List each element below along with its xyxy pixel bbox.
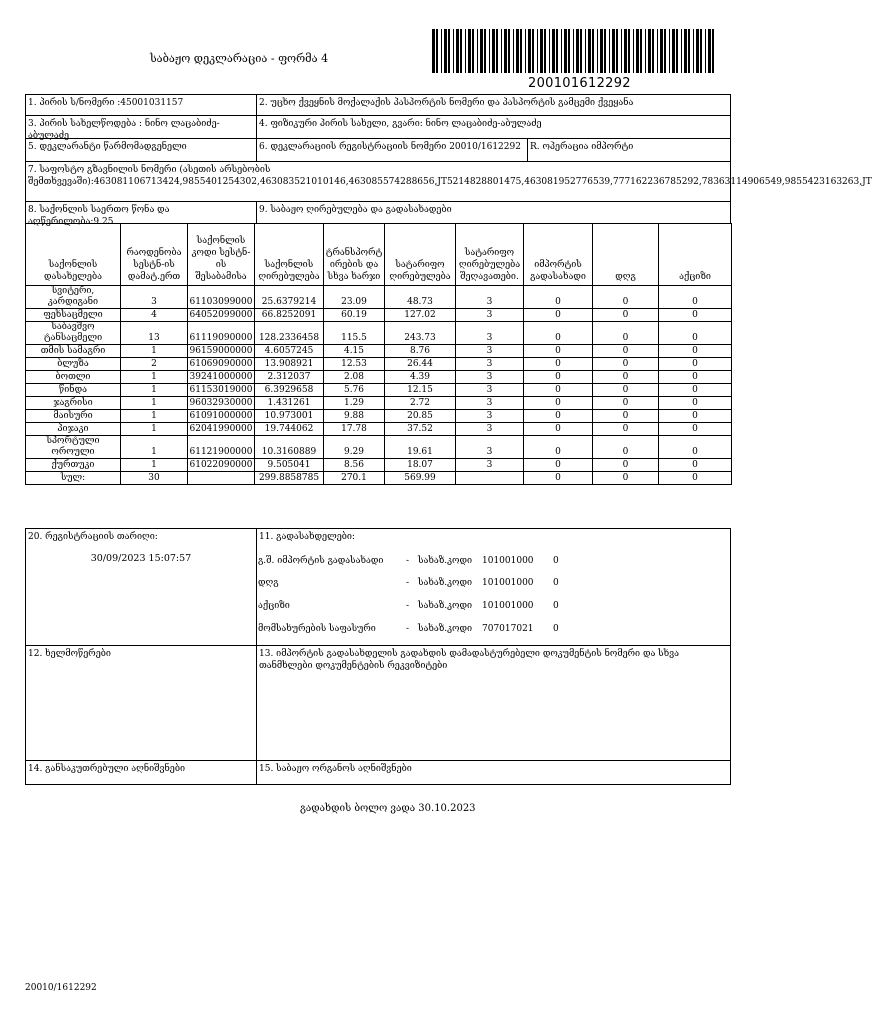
table-cell: 0 (524, 459, 593, 472)
table-cell: 96032930000 (189, 398, 253, 408)
table-total-row (26, 472, 732, 485)
table-cell: 96159000000 (189, 346, 253, 356)
table-cell: 61091000000 (189, 411, 253, 421)
barcode-bar (573, 29, 574, 73)
barcode-bar (580, 29, 582, 73)
barcode-bar (645, 29, 646, 73)
barcode-bar (696, 29, 699, 73)
table-cell (456, 472, 524, 485)
field-8-weight: 8. საქონლის საერთო წონა და აღწერილობა:9.25 (25, 201, 257, 224)
table-cell: ჯაგრისი (26, 397, 121, 410)
footer-declaration-number: 20010/1612292 (25, 983, 97, 993)
barcode-bar (712, 29, 714, 73)
table-row (26, 358, 732, 371)
table-cell: 0 (524, 309, 593, 322)
table-cell: საქონლის დასახელება (26, 224, 121, 286)
table-cell: 128.2336458 (255, 322, 324, 345)
table-cell: 26.44 (385, 358, 456, 371)
field-9-customs-value: 9. საბაჟო ღირებულება და გადასახადები (256, 201, 731, 224)
table-cell: 2.312037 (255, 371, 324, 384)
field-13-payment-docs: 13. იმპორტის გადასახდელის გადახდის დამადასტურებელი დოკუმენტის ნომერი და სხვა თანმხლები დოკუმენტების რეკვიზიტები (256, 645, 731, 761)
table-cell: 3 (456, 286, 524, 309)
table-cell: 1.431261 (255, 397, 324, 410)
barcode-bar (453, 29, 454, 73)
barcode-bar (465, 29, 466, 73)
table-cell: 569.99 (385, 472, 456, 485)
table-cell: საბავშვო ტანსაცმელი (26, 322, 121, 345)
payment-name: მომსახურების საფასური (258, 624, 376, 634)
table-row (26, 322, 732, 345)
table-cell: რაოდენობა სესტნ-ის დამატ.ერთ (121, 224, 188, 286)
barcode-bar (472, 29, 474, 73)
table-cell: 0 (524, 397, 593, 410)
barcode-bar (669, 29, 670, 73)
barcode-bar (636, 29, 639, 73)
payment-amount: 0 (553, 601, 559, 611)
barcode-bar (477, 29, 478, 73)
table-row (26, 345, 732, 358)
table-cell: 2.72 (385, 397, 456, 410)
table-cell: 4.6057245 (255, 345, 324, 358)
field-1-personal-number: 1. პირის ს/ნომერი :45001031157 (25, 94, 257, 116)
table-cell: 0 (593, 384, 659, 397)
barcode-bar (432, 29, 435, 73)
table-cell: 48.73 (385, 286, 456, 309)
table-cell: 13 (121, 322, 188, 345)
table-cell: 0 (659, 345, 732, 358)
table-cell: 9.505041 (255, 459, 324, 472)
barcode-bar (576, 29, 579, 73)
table-cell: 6.3929658 (255, 384, 324, 397)
table-cell: 10.3160889 (255, 436, 324, 459)
field-4-physical-person: 4. ფიზიკური პირის სახელი, გვარი: ნინო ლაცაბიძე-აბულაძე (256, 115, 731, 139)
table-cell: 0 (659, 397, 732, 410)
payment-code-label: სახაზ.კოდი (418, 601, 472, 611)
payment-name: გ.შ. იმპორტის გადასახადი (258, 556, 384, 566)
table-cell: 0 (524, 345, 593, 358)
table-cell: იმპორტის გადასახადი (524, 224, 593, 286)
table-cell: 1 (121, 371, 188, 384)
table-cell: 0 (659, 384, 732, 397)
table-cell: პიჯაკი (26, 423, 121, 436)
table-row (26, 410, 732, 423)
table-cell: 0 (659, 358, 732, 371)
payment-name: აქციზი (258, 601, 290, 611)
table-cell: 30 (121, 472, 188, 485)
barcode-bar (504, 29, 507, 73)
table-cell: 13.908921 (255, 358, 324, 371)
table-cell: 0 (659, 459, 732, 472)
table-cell: 0 (524, 472, 593, 485)
barcode-bar (597, 29, 598, 73)
table-cell: ქურთუკი (26, 459, 121, 472)
table-cell: დღგ (593, 224, 659, 286)
table-cell: 299.8858785 (255, 472, 324, 485)
table-cell (188, 472, 255, 485)
table-cell: 61121900000 (188, 436, 255, 459)
table-cell: 9.29 (324, 436, 385, 459)
barcode-bar (628, 29, 630, 73)
barcode-bar (444, 29, 447, 73)
table-cell: 18.07 (385, 459, 456, 472)
table-cell: 0 (593, 371, 659, 384)
barcode-bar (468, 29, 471, 73)
barcode-image (432, 29, 717, 73)
table-cell: 39241000000 (189, 372, 253, 382)
barcode-bar (513, 29, 514, 73)
table-cell: 61153019000 (189, 385, 253, 395)
barcode-bar (544, 29, 546, 73)
field-r-operation: R. ოპერაცია იმპორტი (527, 138, 731, 162)
table-cell: 62041990000 (189, 424, 253, 434)
barcode-bar (501, 29, 502, 73)
table-cell: 3 (456, 322, 524, 345)
barcode-bar (516, 29, 519, 73)
barcode-bar (441, 29, 442, 73)
table-cell: 23.09 (324, 286, 385, 309)
barcode-bar (708, 29, 711, 73)
barcode-bar (624, 29, 627, 73)
table-cell: სატარიფო ღირებულება შეღავათები. (456, 224, 524, 286)
table-cell: 3 (456, 384, 524, 397)
table-cell: 1 (121, 423, 188, 436)
table-cell: 0 (593, 309, 659, 322)
payment-dash: - (406, 578, 410, 588)
table-cell: ტრანსპორტ ირების და სხვა ხარჯი (324, 224, 385, 286)
barcode-bar (460, 29, 462, 73)
table-cell: 0 (593, 397, 659, 410)
payment-code-label: სახაზ.კოდი (418, 624, 472, 634)
barcode-bar (496, 29, 498, 73)
barcode-bar (588, 29, 591, 73)
barcode-bar (648, 29, 651, 73)
table-row (26, 397, 732, 410)
table-cell: 0 (593, 472, 659, 485)
table-cell: 0 (593, 410, 659, 423)
table-cell: წინდა (26, 384, 121, 397)
table-cell: საქონლის კოდი სესტნ-ის შესაბამისა (188, 224, 255, 286)
table-cell: 1 (121, 459, 188, 472)
table-cell: 0 (659, 286, 732, 309)
table-cell: 3 (121, 286, 188, 309)
barcode-bar (556, 29, 558, 73)
barcode-bar (640, 29, 642, 73)
payment-amount: 0 (553, 578, 559, 588)
table-cell: 0 (659, 322, 732, 345)
field-15-customs-notes: 15. საბაჟო ორგანოს აღნიშვნები (256, 760, 731, 785)
table-cell: 0 (659, 472, 732, 485)
field-6-registration-number: 6. დეკლარაციის რეგისტრაციის ნომერი 20010/1612292 (256, 138, 528, 162)
table-cell: 0 (524, 436, 593, 459)
table-cell: 127.02 (385, 309, 456, 322)
table-cell: 1.29 (324, 397, 385, 410)
payment-dash: - (406, 601, 410, 611)
barcode-bar (568, 29, 570, 73)
barcode-bar (561, 29, 562, 73)
table-header-row (26, 224, 732, 286)
table-cell: 3 (456, 397, 524, 410)
barcode-bar (609, 29, 610, 73)
barcode-bar (664, 29, 666, 73)
field-2-passport: 2. უცხო ქვეყნის მოქალაქის პასპორტის ნომერი და პასპორტის გამცემი ქვეყანა (256, 94, 731, 116)
table-cell: 5.76 (324, 384, 385, 397)
table-cell: 60.19 (324, 309, 385, 322)
table-cell: 4 (121, 309, 188, 322)
table-cell: 0 (659, 371, 732, 384)
barcode-bar (652, 29, 654, 73)
table-cell: 61069090000 (189, 359, 253, 369)
registration-date-value: 30/09/2023 15:07:57 (90, 553, 192, 564)
table-cell: 3 (456, 423, 524, 436)
payment-code: 101001000 (482, 578, 534, 588)
table-row (26, 371, 732, 384)
barcode-bar (520, 29, 522, 73)
table-cell: 0 (524, 384, 593, 397)
table-cell: მაისური (26, 410, 121, 423)
barcode-bar (489, 29, 490, 73)
goods-table (25, 223, 732, 485)
table-cell: 64052099000 (189, 310, 253, 320)
table-cell: 1 (121, 436, 188, 459)
table-cell: საქონლის ღირებულება (255, 224, 324, 286)
table-cell: 17.78 (324, 423, 385, 436)
barcode-bar (537, 29, 538, 73)
barcode-bar (684, 29, 687, 73)
table-cell: 3 (456, 371, 524, 384)
table-cell: 0 (659, 423, 732, 436)
table-cell: 61022090000 (189, 460, 253, 470)
table-cell: 19.744062 (255, 423, 324, 436)
payment-code: 101001000 (482, 556, 534, 566)
barcode-bar (456, 29, 459, 73)
barcode-bar (508, 29, 510, 73)
barcode-bar (564, 29, 567, 73)
barcode-bar (436, 29, 438, 73)
payment-code: 101001000 (482, 601, 534, 611)
table-cell: 8.56 (324, 459, 385, 472)
payment-due-date: გადახდის ბოლო ვადა 30.10.2023 (300, 803, 476, 814)
barcode-bar (660, 29, 663, 73)
table-cell: 243.73 (385, 322, 456, 345)
barcode-bar (612, 29, 615, 73)
table-row (26, 286, 732, 309)
table-cell: 0 (659, 309, 732, 322)
table-cell: 9.88 (324, 410, 385, 423)
table-cell: სპორტული ოროული (26, 436, 121, 459)
table-cell: 0 (524, 371, 593, 384)
barcode-bar (532, 29, 534, 73)
table-cell: აქციზი (659, 224, 732, 286)
table-cell: 0 (524, 423, 593, 436)
table-cell: 1 (121, 410, 188, 423)
field-20-registration-date: 20. რეგისტრაციის თარიღი: 30/09/2023 15:07:57 (25, 528, 257, 646)
barcode-bar (600, 29, 603, 73)
table-cell: 0 (593, 358, 659, 371)
table-cell: 61119090000 (188, 322, 255, 345)
table-cell: 1 (121, 345, 188, 358)
table-cell: 2 (121, 358, 188, 371)
table-cell: 12.53 (324, 358, 385, 371)
barcode-bar (484, 29, 486, 73)
field-3-person-name: 3. პირის სახელწოდება : ნინო ლაცაბიძე-აბულაძე (25, 115, 257, 139)
table-cell: ფეხსაცმელი (26, 309, 121, 322)
table-cell: 0 (593, 286, 659, 309)
barcode-bar (700, 29, 702, 73)
barcode-bar (616, 29, 618, 73)
table-cell: 0 (593, 322, 659, 345)
table-cell: 0 (524, 286, 593, 309)
table-cell: 4.39 (385, 371, 456, 384)
table-cell: 25.6379214 (255, 286, 324, 309)
barcode-bar (592, 29, 594, 73)
field-5-declarant: 5. დეკლარანტი წარმომადგენელი (25, 138, 257, 162)
table-cell: 4.15 (324, 345, 385, 358)
table-cell: 0 (593, 345, 659, 358)
field-14-special-notes: 14. განსაკუთრებული აღნიშვნები (25, 760, 257, 785)
table-row (26, 384, 732, 397)
barcode-bar (552, 29, 555, 73)
payment-name: დღგ (258, 578, 279, 588)
payment-amount: 0 (553, 624, 559, 634)
payment-amount: 0 (553, 556, 559, 566)
table-cell: 3 (456, 459, 524, 472)
form-title: საბაჟო დეკლარაცია - ფორმა 4 (150, 52, 329, 65)
barcode-bar (676, 29, 678, 73)
barcode-number: 200101612292 (528, 76, 631, 91)
field-11-payments: 11. გადასახდელები: (256, 528, 731, 646)
barcode-bar (480, 29, 483, 73)
barcode-bar (672, 29, 675, 73)
table-row (26, 423, 732, 436)
table-cell: 270.1 (324, 472, 385, 485)
table-cell: 0 (593, 423, 659, 436)
table-cell: 1 (121, 384, 188, 397)
barcode-bar (681, 29, 682, 73)
table-cell: 37.52 (385, 423, 456, 436)
table-cell: თმის სამაგრი (26, 345, 121, 358)
table-cell: 20.85 (385, 410, 456, 423)
table-cell: 3 (456, 358, 524, 371)
table-cell: 0 (524, 358, 593, 371)
barcode-bar (688, 29, 690, 73)
table-cell: 0 (659, 436, 732, 459)
barcode-bar (540, 29, 543, 73)
payment-code-label: სახაზ.კოდი (418, 556, 472, 566)
barcode-bar (657, 29, 658, 73)
barcode-bar (448, 29, 450, 73)
field-7-postal-numbers: 7. საფოსტო გზავნილის ნომერი (ასეთის არსებობის შემთხვევაში):463081106713424,9855401254302,463083521010146,463085574288656,JT5214828801475,463081952776539,777162236785292,78363114906549,9855423163263,JT (25, 161, 731, 202)
table-cell: 1 (121, 397, 188, 410)
barcode-bar (621, 29, 622, 73)
payment-dash: - (406, 556, 410, 566)
table-cell: 3 (456, 345, 524, 358)
table-cell: 61103099000 (188, 286, 255, 309)
table-cell: 10.973001 (255, 410, 324, 423)
barcode-bar (525, 29, 526, 73)
barcode-bar (585, 29, 586, 73)
table-cell: ბოთლი (26, 371, 121, 384)
payment-code-label: სახაზ.კოდი (418, 578, 472, 588)
barcode-bar (549, 29, 550, 73)
table-row (26, 459, 732, 472)
table-cell: 3 (456, 436, 524, 459)
table-cell: 19.61 (385, 436, 456, 459)
table-cell: 8.76 (385, 345, 456, 358)
table-cell: ბლუზა (26, 358, 121, 371)
table-cell: 0 (593, 436, 659, 459)
table-cell: 3 (456, 410, 524, 423)
table-cell: სულ: (26, 472, 121, 485)
payment-dash: - (406, 624, 410, 634)
table-cell: 0 (524, 410, 593, 423)
barcode-bar (693, 29, 694, 73)
barcode-bar (705, 29, 706, 73)
table-cell: 115.5 (324, 322, 385, 345)
barcode-bar (492, 29, 495, 73)
table-cell: 2.08 (324, 371, 385, 384)
table-row (26, 436, 732, 459)
table-cell: 0 (659, 410, 732, 423)
barcode-bar (633, 29, 634, 73)
table-cell: სვიტერი, კარდიგანი (26, 286, 121, 309)
field-12-signatures: 12. ხელმოწერები (25, 645, 257, 761)
payment-code: 707017021 (482, 624, 534, 634)
barcode-bar (528, 29, 531, 73)
table-cell: 0 (524, 322, 593, 345)
table-cell: 3 (456, 309, 524, 322)
table-cell: 0 (593, 459, 659, 472)
table-row (26, 309, 732, 322)
barcode-bar (604, 29, 606, 73)
table-cell: 12.15 (385, 384, 456, 397)
table-cell: სატარიფო ღირებულება (385, 224, 456, 286)
table-cell: 66.8252091 (255, 309, 324, 322)
